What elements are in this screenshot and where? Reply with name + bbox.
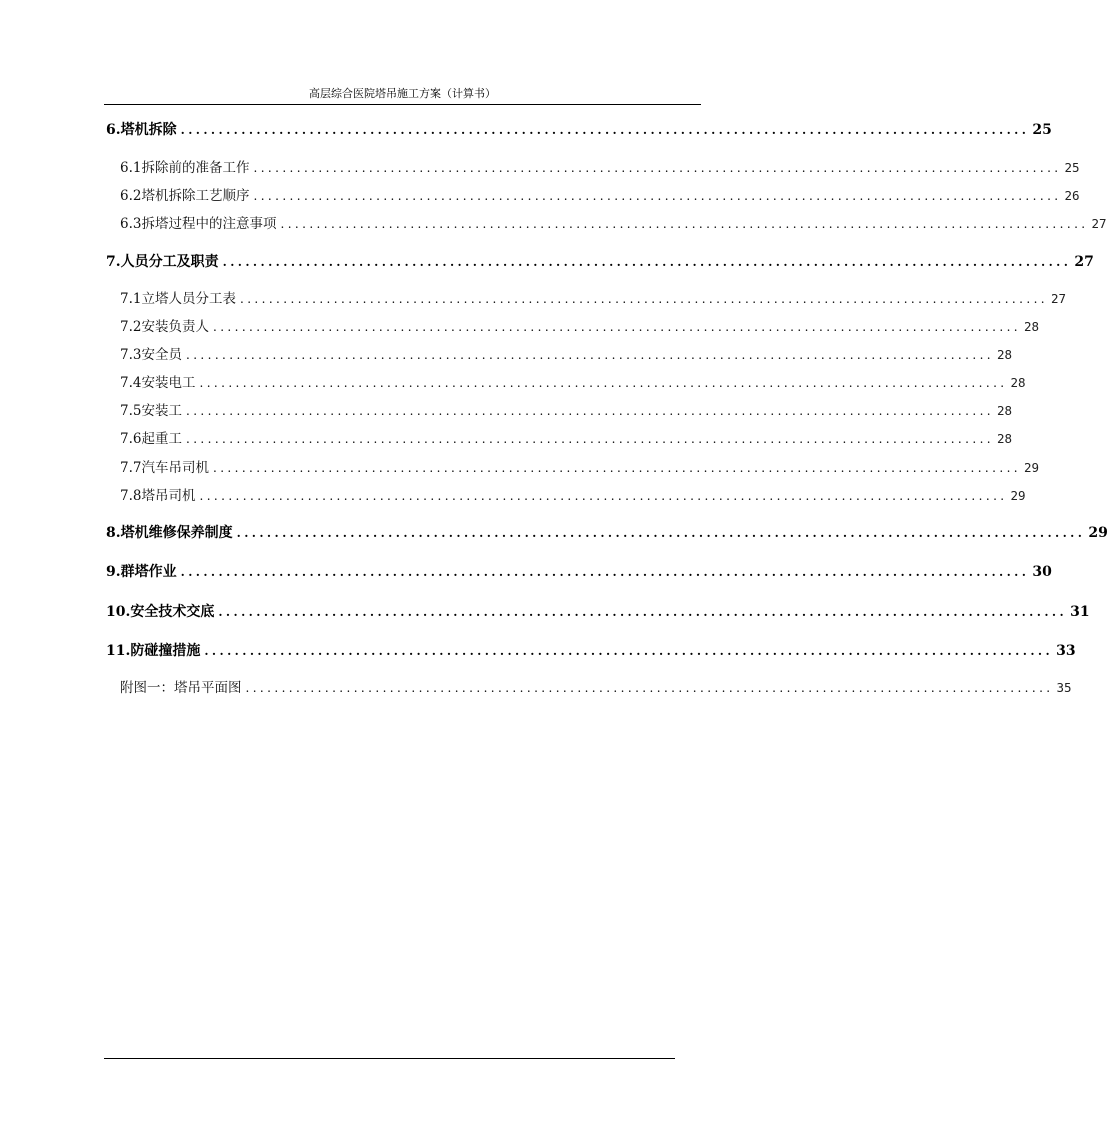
- toc-dot-leader: ................................................................................................................: [245, 681, 1054, 695]
- toc-entry[interactable]: [106, 120, 1052, 140]
- table-of-contents: [106, 0, 1108, 1123]
- toc-page-number: 26: [1064, 188, 1080, 203]
- toc-entry[interactable]: [106, 562, 1052, 582]
- toc-page-number: 27: [1074, 254, 1094, 270]
- toc-page-number: 33: [1056, 643, 1076, 659]
- toc-entry-title: 7.3安全员: [120, 347, 182, 363]
- toc-entry[interactable]: [106, 214, 1107, 234]
- toc-dot-leader: ................................................................................................................: [180, 123, 1030, 137]
- toc-page-number: 30: [1032, 564, 1052, 580]
- toc-entry-title: 6.3拆塔过程中的注意事项: [120, 216, 277, 232]
- toc-entry-title: 附图一：塔吊平面图: [120, 680, 242, 696]
- toc-page-number: 35: [1056, 680, 1072, 695]
- toc-entry-title: 7.4安装电工: [120, 375, 196, 391]
- toc-page-number: 27: [1051, 291, 1067, 306]
- toc-page-number: 29: [1024, 460, 1040, 475]
- toc-dot-leader: ................................................................................................................: [236, 526, 1086, 540]
- toc-entry[interactable]: [106, 317, 1040, 337]
- toc-page-number: 29: [1010, 488, 1026, 503]
- toc-entry-title: 6.1拆除前的准备工作: [120, 160, 250, 176]
- toc-entry[interactable]: [106, 345, 1013, 365]
- footer-divider: [104, 1058, 675, 1059]
- toc-dot-leader: ................................................................................................................: [212, 461, 1022, 475]
- toc-entry-title: 7.6起重工: [120, 431, 182, 447]
- toc-entry[interactable]: [106, 158, 1080, 178]
- toc-page-number: 25: [1032, 122, 1052, 138]
- toc-entry-title: 6.塔机拆除: [106, 122, 177, 138]
- toc-entry-title: 7.1立塔人员分工表: [120, 291, 236, 307]
- toc-entry[interactable]: [106, 678, 1072, 698]
- toc-entry-title: 7.5安装工: [120, 403, 182, 419]
- toc-entry-title: 9.群塔作业: [106, 564, 177, 580]
- toc-entry[interactable]: [106, 602, 1090, 622]
- toc-entry[interactable]: [106, 523, 1108, 543]
- toc-entry[interactable]: [106, 186, 1080, 206]
- toc-dot-leader: ................................................................................................................: [204, 644, 1054, 658]
- toc-dot-leader: ................................................................................................................: [253, 189, 1062, 203]
- toc-dot-leader: ................................................................................................................: [253, 161, 1062, 175]
- toc-page-number: 27: [1091, 216, 1107, 231]
- toc-dot-leader: ................................................................................................................: [218, 605, 1068, 619]
- toc-entry[interactable]: [106, 373, 1026, 393]
- toc-entry-title: 7.8塔吊司机: [120, 488, 196, 504]
- toc-entry-title: 7.人员分工及职责: [106, 254, 219, 270]
- toc-dot-leader: ................................................................................................................: [280, 217, 1089, 231]
- toc-entry-title: 11.防碰撞措施: [106, 643, 201, 659]
- toc-entry-title: 10.安全技术交底: [106, 604, 215, 620]
- toc-page-number: 25: [1064, 160, 1080, 175]
- toc-dot-leader: ................................................................................................................: [199, 489, 1008, 503]
- toc-dot-leader: ................................................................................................................: [185, 404, 995, 418]
- toc-dot-leader: ................................................................................................................: [222, 255, 1072, 269]
- toc-entry[interactable]: [106, 289, 1067, 309]
- toc-entry[interactable]: [106, 252, 1094, 272]
- toc-page-number: 28: [1010, 375, 1026, 390]
- toc-page-number: 28: [997, 431, 1013, 446]
- toc-entry[interactable]: [106, 486, 1026, 506]
- toc-page-number: 28: [1024, 319, 1040, 334]
- toc-dot-leader: ................................................................................................................: [180, 565, 1030, 579]
- toc-page-number: 29: [1088, 525, 1108, 541]
- toc-page-number: 28: [997, 347, 1013, 362]
- toc-page-number: 28: [997, 403, 1013, 418]
- running-header-title: 高层综合医院塔吊施工方案（计算书）: [309, 87, 496, 100]
- toc-dot-leader: ................................................................................................................: [185, 348, 995, 362]
- toc-dot-leader: ................................................................................................................: [212, 320, 1022, 334]
- toc-dot-leader: ................................................................................................................: [185, 432, 995, 446]
- toc-page-number: 31: [1070, 604, 1090, 620]
- toc-dot-leader: ................................................................................................................: [199, 376, 1008, 390]
- toc-entry[interactable]: [106, 641, 1076, 661]
- toc-entry-title: 7.7汽车吊司机: [120, 460, 209, 476]
- toc-entry-title: 8.塔机维修保养制度: [106, 525, 233, 541]
- toc-entry-title: 7.2安装负责人: [120, 319, 209, 335]
- toc-entry[interactable]: [106, 458, 1040, 478]
- toc-dot-leader: ................................................................................................................: [239, 292, 1049, 306]
- toc-entry[interactable]: [106, 429, 1013, 449]
- toc-entry[interactable]: [106, 401, 1013, 421]
- toc-entry-title: 6.2塔机拆除工艺顺序: [120, 188, 250, 204]
